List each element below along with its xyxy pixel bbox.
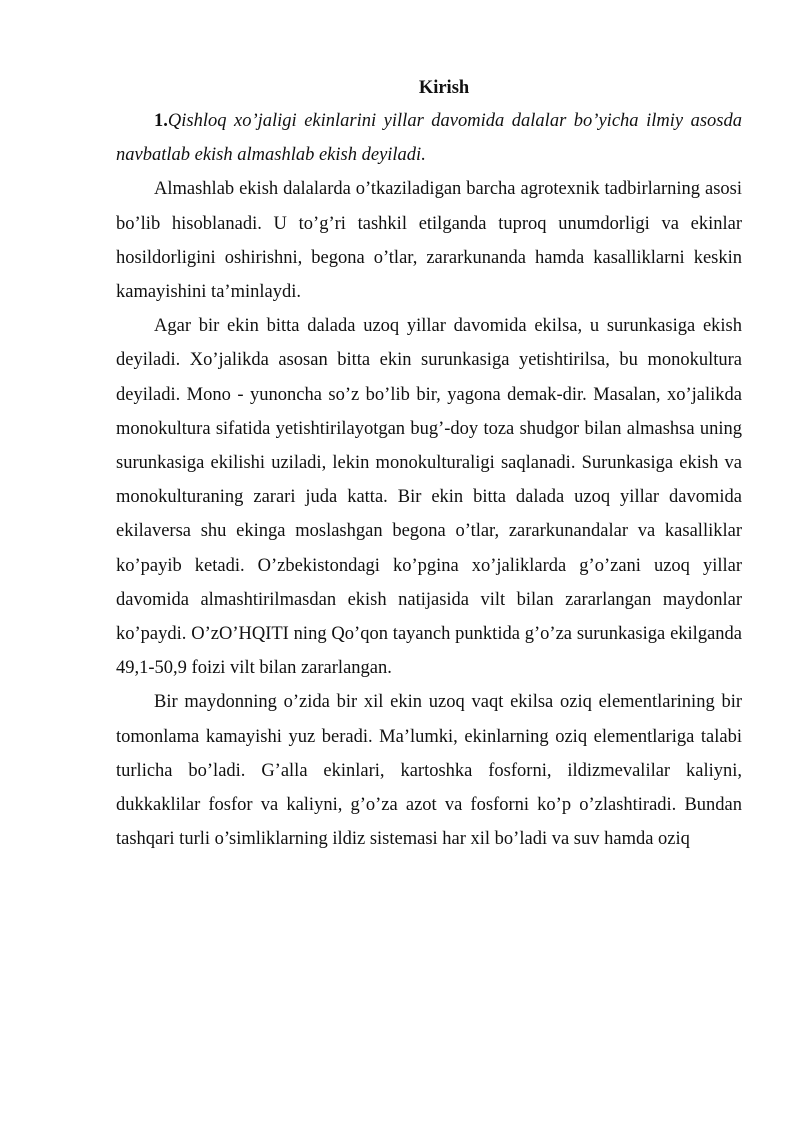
- definition-paragraph: [116, 104, 742, 172]
- paragraph-monoculture: Agar bir ekin bitta dalada uzoq yillar davomida ekilsa, u surunkasiga ekish deyiladi. Xo’jalikda asosan bitta ekin surunkasiga yetishtirilsa, bu monokultura deyiladi. Mono - yunoncha so’z bo’lib bir, yagona demak-dir. Masalan, xo’jalikda monokultura sifatida yetishtirilayotgan bug’-doy toza shudgor bilan almashsa uning surunkasiga ekilishi uziladi, lekin monokulturaligi saqlanadi. Surunkasiga ekish va monokulturaning zarari juda katta. Bir ekin bitta dalada uzoq yillar davomida ekilaversa shu ekinga moslashgan begona o’tlar, zararkunandalar va kasalliklar ko’payib ketadi. O’zbekistondagi ko’pgina xo’jaliklarda g’o’zani uzoq yillar davomida almashtirilmasdan ekish natijasida vilt bilan zararlangan maydonlar ko’paydi. O’zO’HQITI ning Qo’qon tayanch punktida g’o’za surunkasiga ekilganda 49,1-50,9 foizi vilt bilan zararlangan.: [116, 316, 742, 679]
- paragraph-nutrients: Bir maydonning o’zida bir xil ekin uzoq vaqt ekilsa oziq elementlarining bir tomonlama kamayishi yuz beradi. Ma’lumki, ekinlarning oziq elementlariga talabi turlicha bo’ladi. G’alla ekinlari, kartoshka fosforni, ildizmevalilar kaliyni, dukkaklilar fosfor va kaliyni, g’o’za azot va fosforni ko’p o’zlashtiradi. Bundan tashqari turli o’simliklarning ildiz sistemasi har xil bo’ladi va suv hamda oziq: [116, 692, 742, 850]
- paragraph-crop-rotation: Almashlab ekish dalalarda o’tkaziladigan barcha agrotexnik tadbirlarning asosi bo’lib hisoblanadi. U to’g’ri tashkil etilganda tuproq unumdorligi va ekinlar hosildorligini oshirishni, begona o’tlar, zararkunanda hamda kasalliklarni keskin kamayishini ta’minlaydi.: [116, 179, 742, 303]
- definition-number: 1.: [154, 111, 168, 131]
- page-title: Kirish: [418, 78, 470, 98]
- definition-text: Qishloq xo’jaligi ekinlarini yillar davomida dalalar bo’yicha ilmiy asosda navbatlab ekish almashlab ekish deyiladi.: [116, 111, 742, 166]
- document-body: [116, 74, 742, 856]
